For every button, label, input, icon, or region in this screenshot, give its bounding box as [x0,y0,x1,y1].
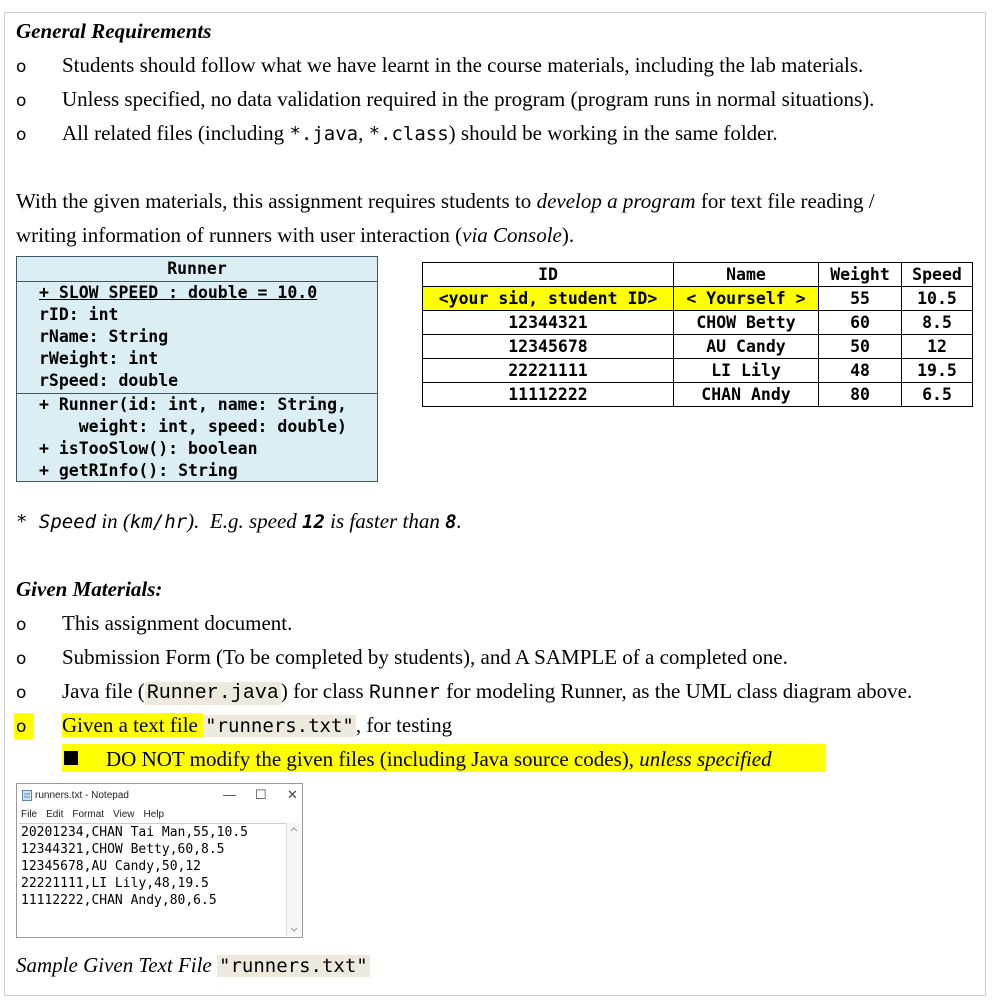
uml-method: + isTooSlow(): boolean [39,439,258,458]
table-row [423,359,973,383]
bullet-icon: o [16,717,27,737]
notepad-text-area[interactable] [19,823,289,936]
bullet-icon: o [16,683,27,703]
uml-class-name: Runner [167,259,227,278]
cell-id: <your sid, student ID> [423,287,674,311]
table-row [423,287,973,311]
cell-weight: 60 [819,311,902,335]
cell-weight: 80 [819,383,902,407]
uml-method: + Runner(id: int, name: String, [39,395,347,414]
header-name: Name [674,263,819,287]
scroll-arrows-icon [287,823,301,936]
bullet-icon: o [16,125,27,145]
notepad-title: runners.txt - Notepad [35,790,129,801]
square-bullet-icon [64,751,78,765]
runner-class-code: Runner [368,682,441,705]
header-speed: Speed [902,263,973,287]
uml-class-diagram [16,256,378,482]
table-header-row [423,263,973,287]
uml-field: rWeight: int [39,349,159,368]
cell-speed: 12 [902,335,973,359]
table-row [423,311,973,335]
text-line: 12344321,CHOW Betty,60,8.5 [21,842,225,857]
maximize-icon[interactable]: ☐ [255,787,267,802]
cell-name: LI Lily [674,359,819,383]
menu-format[interactable]: Format [72,809,105,820]
text-line: 22221111,LI Lily,48,19.5 [21,876,209,891]
cell-speed: 10.5 [902,287,973,311]
text-line: 11112222,CHAN Andy,80,6.5 [21,893,217,908]
speed-note: * Speed in (km/hr). E.g. speed 12 is faster than 8. [16,509,462,533]
requirement-item-3: All related files (including *.java, *.class) should be working in the same folder. [62,121,778,145]
cell-speed: 19.5 [902,359,973,383]
menu-help[interactable]: Help [143,809,165,820]
cell-name: < Yourself > [674,287,819,311]
minimize-icon[interactable]: — [223,787,236,802]
given-sub-item: DO NOT modify the given files (including Java source codes), unless specified [106,747,772,771]
menu-view[interactable]: View [113,809,135,820]
uml-field: rID: int [39,305,119,324]
intro-line-2: writing information of runners with user interaction (via Console). [16,223,575,247]
menu-file[interactable]: File [21,809,38,820]
bullet-icon: o [16,57,27,77]
requirement-item-1: Students should follow what we have learnt in the course materials, including the lab materials. [62,53,864,77]
cell-weight: 50 [819,335,902,359]
given-item-1: This assignment document. [62,611,293,635]
java-ext-code: *.java [289,123,359,145]
general-requirements-heading: General Requirements [16,19,212,43]
uml-field: rName: String [39,327,169,346]
header-weight: Weight [819,263,902,287]
given-item-2: Submission Form (To be completed by students), and A SAMPLE of a completed one. [62,645,788,669]
sample-file-caption: Sample Given Text File "runners.txt" [16,953,368,977]
text-line: 12345678,AU Candy,50,12 [21,859,202,874]
notepad-icon [22,790,32,801]
menu-edit[interactable]: Edit [46,809,64,820]
cell-weight: 48 [819,359,902,383]
runner-java-code: Runner.java [146,682,279,705]
given-item-3: Java file ( Runner.java) for class Runner for modeling Runner, as the UML class diagram above. [62,679,913,705]
uml-method: weight: int, speed: double) [39,417,347,436]
notepad-menu-bar [21,809,173,820]
text-line: 20201234,CHAN Tai Man,55,10.5 [21,825,248,840]
class-ext-code: *.class [368,123,449,145]
cell-id: 12345678 [423,335,674,359]
given-item-4: Given a text file "runners.txt", for testing [62,713,453,737]
bullet-icon: o [16,649,27,669]
bullet-icon: o [16,91,27,111]
cell-weight: 55 [819,287,902,311]
runners-table [422,262,973,407]
runners-txt-code: "runners.txt" [205,715,354,737]
cell-speed: 6.5 [902,383,973,407]
uml-field: rSpeed: double [39,371,179,390]
uml-static-field: + SLOW SPEED : double = 10.0 [39,283,318,302]
cell-speed: 8.5 [902,311,973,335]
caption-filename-code: "runners.txt" [219,955,368,977]
notepad-scrollbar[interactable] [286,823,301,936]
cell-name: CHOW Betty [674,311,819,335]
header-id: ID [423,263,674,287]
uml-method: + getRInfo(): String [39,461,238,480]
requirement-item-2: Unless specified, no data validation required in the program (program runs in normal situations). [62,87,875,111]
cell-name: CHAN Andy [674,383,819,407]
cell-id: 22221111 [423,359,674,383]
notepad-window [16,783,303,938]
given-materials-heading: Given Materials: [16,577,163,601]
close-icon[interactable]: ✕ [287,787,298,802]
intro-line-1: With the given materials, this assignment requires students to develop a program for text file reading / [16,189,875,213]
cell-id: 12344321 [423,311,674,335]
bullet-icon: o [16,615,27,635]
table-row [423,383,973,407]
cell-id: 11112222 [423,383,674,407]
cell-name: AU Candy [674,335,819,359]
table-row [423,335,973,359]
